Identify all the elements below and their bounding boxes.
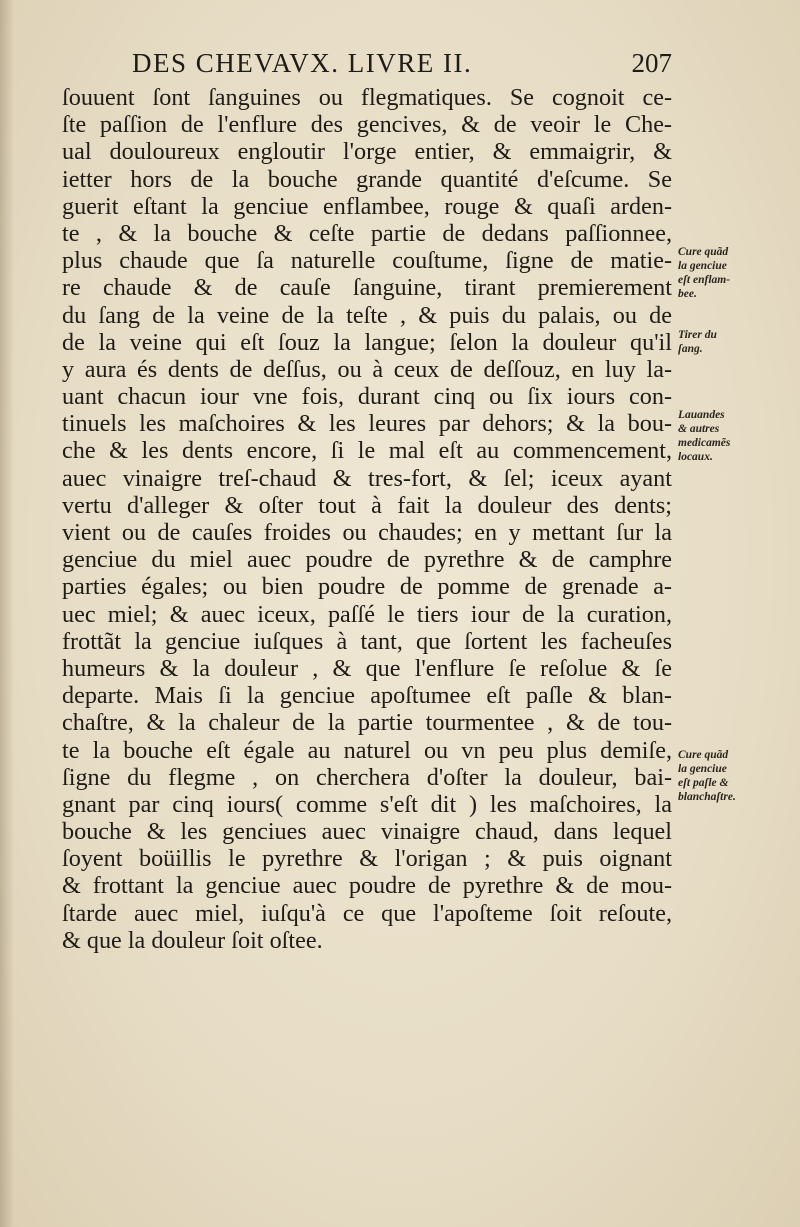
- text-line: plus chaude que ſa naturelle couſtume, ſigne de matie-: [62, 247, 672, 275]
- margin-note-lotions: [678, 408, 790, 464]
- page-header: [132, 48, 672, 84]
- text-line: ſte paſſion de l'enflure des gencives, & de veoir le Che-: [62, 111, 672, 139]
- running-title: DES CHEVAVX. LIVRE II.: [132, 48, 473, 78]
- text-line: parties égales; ou bien poudre de pomme de grenade a-: [62, 573, 672, 601]
- margin-note-cure-pale: [678, 748, 790, 804]
- margin-note-line: bee.: [678, 288, 697, 300]
- margin-note-line: Tirer du: [678, 329, 717, 341]
- margin-note-line: locaux.: [678, 451, 713, 463]
- text-line: re chaude & de cauſe ſanguine, tirant premierement: [62, 274, 672, 302]
- margin-note-line: & autres: [678, 423, 720, 435]
- text-line: auec vinaigre treſ-chaud & tres-fort, & ſel; iceux ayant: [62, 464, 672, 492]
- body-text: [62, 84, 672, 954]
- margin-note-line: la genciue: [678, 763, 727, 775]
- text-line: & que la douleur ſoit oſtee.: [62, 926, 323, 954]
- text-line: chaſtre, & la chaleur de la partie tourmentee , & de tou-: [62, 709, 672, 737]
- text-line: bouche & les genciues auec vinaigre chaud, dans lequel: [62, 818, 672, 846]
- text-line: ſouuent ſont ſanguines ou flegmatiques. Se cognoit ce-: [62, 84, 672, 111]
- text-line: che & les dents encore, ſi le mal eſt au commencement,: [62, 437, 672, 465]
- text-line: guerit eſtant la genciue enflambee, rouge & quaſi arden-: [62, 192, 672, 220]
- text-line: genciue du miel auec poudre de pyrethre & de camphre: [62, 546, 672, 574]
- bleed-through-text: [62, 1030, 672, 1057]
- text-line: humeurs & la douleur , & que l'enflure ſe reſolue & ſe: [62, 654, 672, 682]
- text-line: ſigne du flegme , on cherchera d'oſter la douleur, bai-: [62, 763, 672, 791]
- text-line: te la bouche eſt égale au naturel ou vn peu plus demiſe,: [62, 736, 672, 764]
- margin-note-line: Cure quãd: [678, 749, 729, 761]
- text-line: departe. Mais ſi la genciue apoſtumee eſt paſle & blan-: [62, 682, 672, 710]
- page-gutter-shadow: [0, 0, 14, 1227]
- margin-note-line: medicamẽs: [678, 437, 731, 449]
- margin-note-cure-inflamed: [678, 245, 790, 301]
- margin-note-line: eſt paſle &: [678, 777, 729, 789]
- text-line: y aura és dents de deſſus, ou à ceux de deſſouz, en luy la-: [62, 355, 672, 383]
- text-line: ietter hors de la bouche grande quantité d'eſcume. Se: [62, 165, 672, 193]
- margin-note-line: blanchaſtre.: [678, 791, 736, 803]
- text-line: uant chacun iour vne fois, durant cinq ou ſix iours con-: [62, 383, 672, 411]
- text-line: vertu d'alleger & oſter tout à fait la douleur des dents;: [62, 491, 672, 519]
- text-line: tinuels les maſchoires & les leures par dehors; & la bou-: [62, 410, 672, 438]
- text-line: frottãt la genciue iuſques à tant, que ſortent les facheuſes: [62, 627, 672, 655]
- margin-note-bleeding: [678, 328, 790, 356]
- margin-note-line: Cure quãd: [678, 246, 729, 258]
- page-number: 207: [631, 48, 672, 78]
- margin-note-line: eſt enflam-: [678, 274, 731, 286]
- text-line: vient ou de cauſes froides ou chaudes; en y mettant ſur la: [62, 519, 672, 546]
- text-line: ſtarde auec miel, iuſqu'à ce que l'apoſteme ſoit reſoute,: [62, 899, 672, 927]
- text-line: ual douloureux engloutir l'orge entier, & emmaigrir, &: [62, 138, 672, 166]
- text-line: de la veine qui eſt ſouz la langue; ſelon la douleur qu'il: [62, 328, 672, 356]
- margin-note-line: la genciue: [678, 260, 727, 272]
- margin-note-line: Lauandes: [678, 409, 725, 421]
- margin-note-line: ſang.: [678, 343, 703, 355]
- text-line: gnant par cinq iours( comme s'eſt dit ) les maſchoires, la: [62, 790, 672, 818]
- text-line: uec miel; & auec iceux, paſſé le tiers iour de la curation,: [62, 600, 672, 628]
- text-line: ſoyent boüillis le pyrethre & l'origan ; & puis oignant: [62, 845, 672, 873]
- text-line: & frottant la genciue auec poudre de pyrethre & de mou-: [62, 872, 672, 900]
- text-line: du ſang de la veine de la teſte , & puis du palais, ou de: [62, 301, 672, 329]
- text-line: te , & la bouche & ceſte partie de dedans paſſionnee,: [62, 219, 672, 247]
